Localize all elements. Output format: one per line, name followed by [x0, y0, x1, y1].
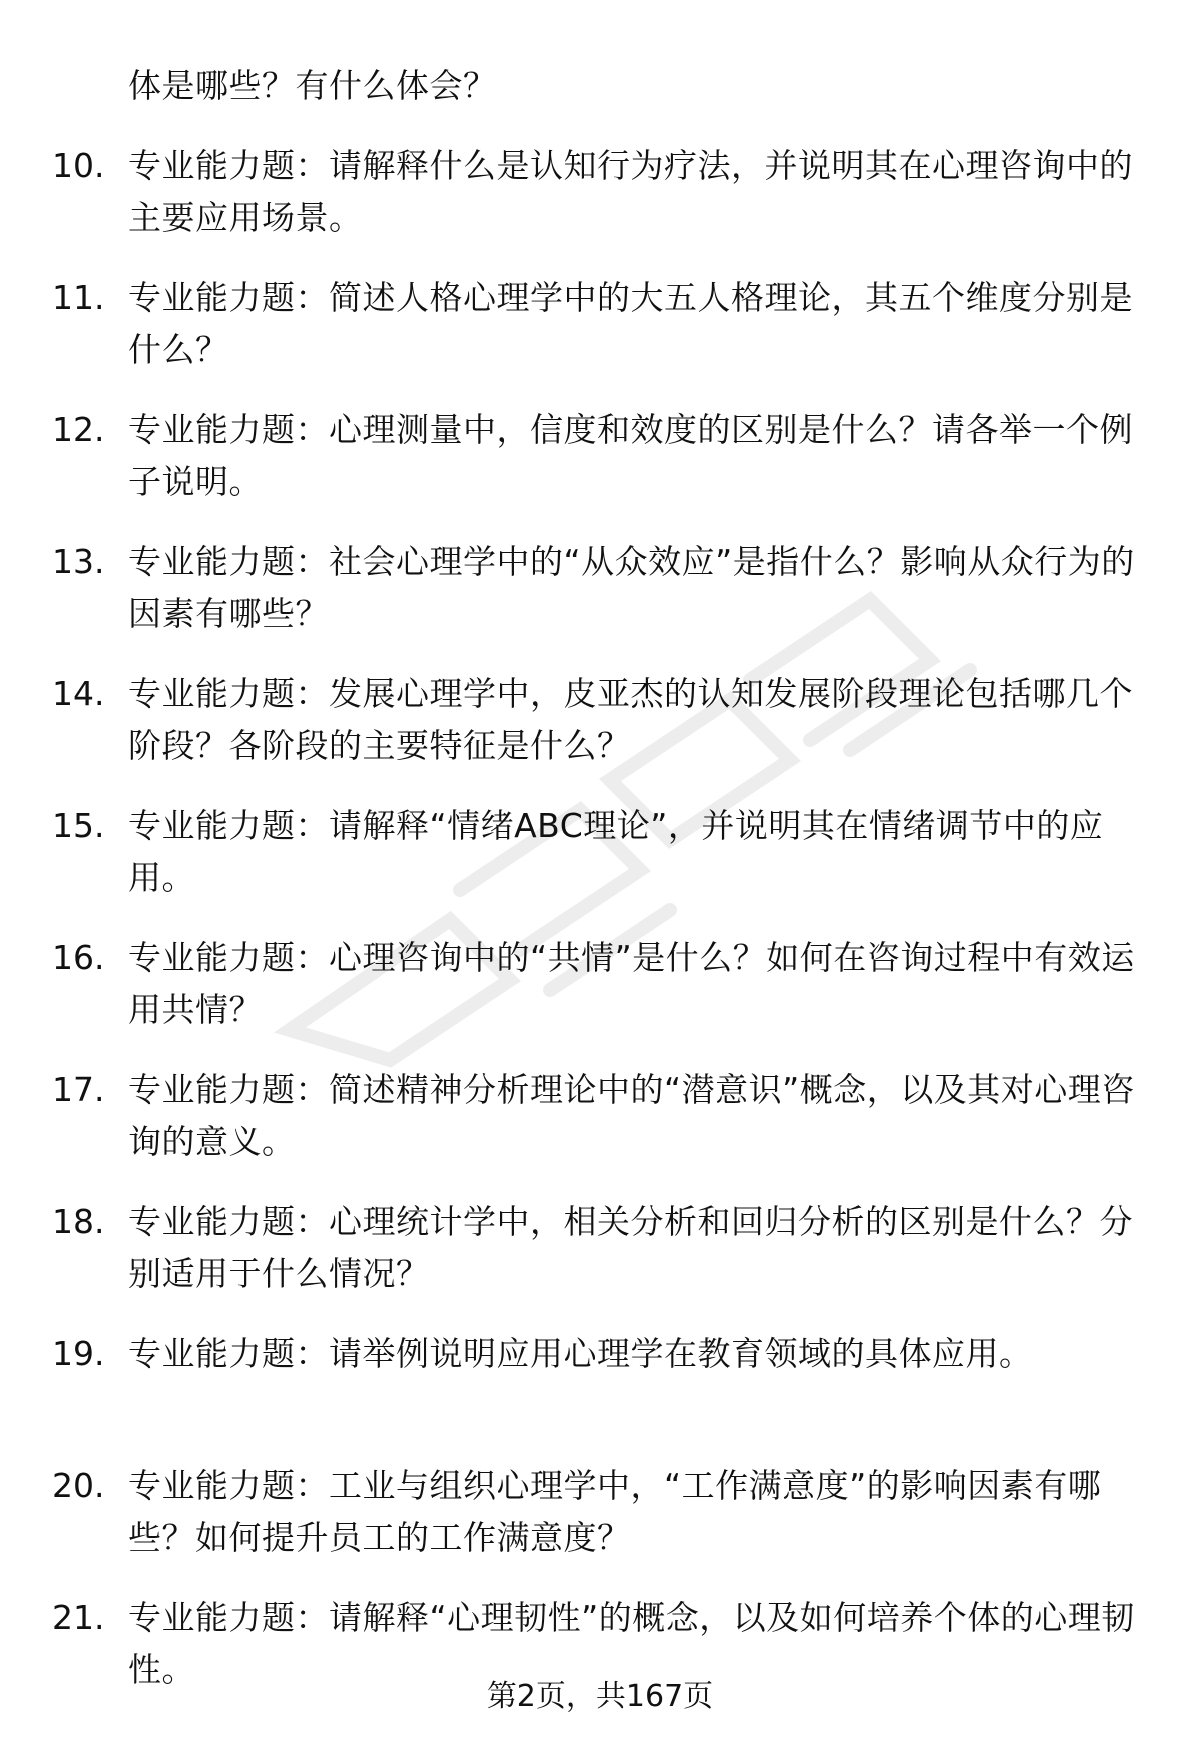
question-item-16: [0, 932, 1200, 1064]
question-item-18: [0, 1196, 1200, 1328]
question-number: 16.: [52, 938, 105, 977]
question-number: 15.: [52, 806, 105, 845]
question-text: 专业能力题：请解释“情绪ABC理论”，并说明其在情绪调节中的应用。: [128, 806, 1104, 897]
question-number: 20.: [52, 1466, 105, 1505]
question-item-19: [0, 1328, 1200, 1460]
question-text: 专业能力题：请解释“心理韧性”的概念，以及如何培养个体的心理韧性。: [128, 1598, 1135, 1689]
question-item-10: [0, 140, 1200, 272]
question-item-12: [0, 404, 1200, 536]
question-number: 17.: [52, 1070, 105, 1109]
page-footer: 第2页，共167页: [486, 1679, 714, 1714]
question-text: 专业能力题：心理统计学中，相关分析和回归分析的区别是什么？分别适用于什么情况？: [128, 1202, 1133, 1293]
question-number: 11.: [52, 278, 105, 317]
question-text: 专业能力题：请举例说明应用心理学在教育领域的具体应用。: [128, 1334, 1033, 1373]
question-text: 专业能力题：心理咨询中的“共情”是什么？如何在咨询过程中有效运用共情？: [128, 938, 1135, 1029]
question-text: 专业能力题：简述精神分析理论中的“潜意识”概念，以及其对心理咨询的意义。: [128, 1070, 1135, 1161]
question-number: 14.: [52, 674, 105, 713]
question-number: 18.: [52, 1202, 105, 1241]
question-item-11: [0, 272, 1200, 404]
question-item-14: [0, 668, 1200, 800]
question-item-15: [0, 800, 1200, 932]
question-number: 13.: [52, 542, 105, 581]
question-text: 专业能力题：简述人格心理学中的大五人格理论，其五个维度分别是什么？: [128, 278, 1133, 369]
question-item-13: [0, 536, 1200, 668]
question-text: 专业能力题：工业与组织心理学中，“工作满意度”的影响因素有哪些？如何提升员工的工作满意度？: [128, 1466, 1102, 1557]
question-text: 专业能力题：发展心理学中，皮亚杰的认知发展阶段理论包括哪几个阶段？各阶段的主要特征是什么？: [128, 674, 1133, 765]
question-text: 专业能力题：请解释什么是认知行为疗法，并说明其在心理咨询中的主要应用场景。: [128, 146, 1133, 237]
question-number: 10.: [52, 146, 105, 185]
question-number: 21.: [52, 1598, 105, 1637]
continuation-text: 体是哪些？有什么体会？: [128, 66, 497, 105]
question-text: 专业能力题：心理测量中，信度和效度的区别是什么？请各举一个例子说明。: [128, 410, 1133, 501]
question-item-20: [0, 1460, 1200, 1592]
question-number: 19.: [52, 1334, 105, 1373]
question-list: [0, 140, 1200, 1724]
question-text: 专业能力题：社会心理学中的“从众效应”是指什么？影响从众行为的因素有哪些？: [128, 542, 1135, 633]
question-item-17: [0, 1064, 1200, 1196]
question-number: 12.: [52, 410, 105, 449]
